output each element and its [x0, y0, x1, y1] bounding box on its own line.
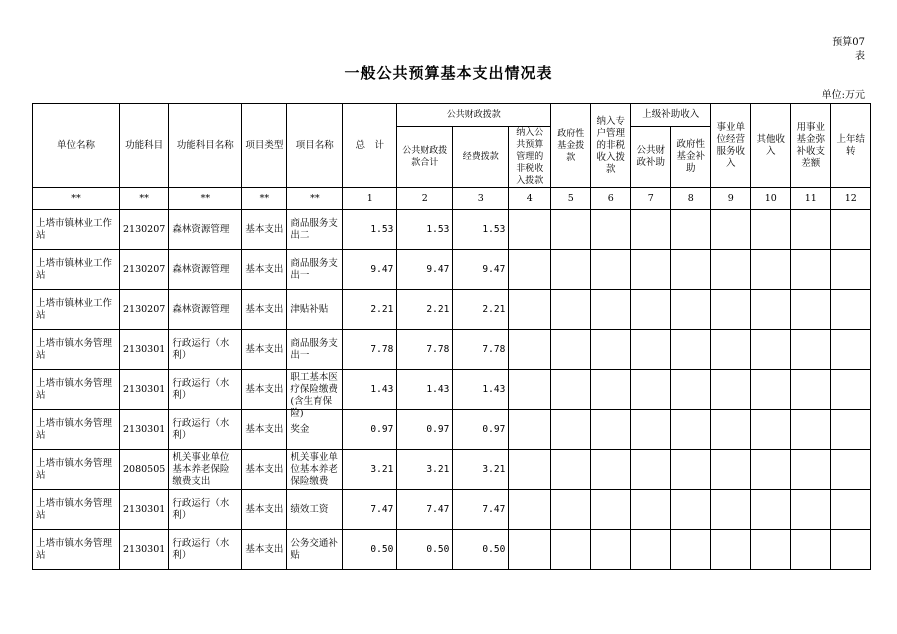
- cell-empty: [631, 450, 671, 490]
- cell-proj-name: [287, 530, 343, 570]
- cell-empty: [671, 410, 711, 450]
- cell-empty: [551, 330, 591, 370]
- cell-proj-type: [242, 490, 287, 530]
- cell-func-name: [169, 250, 242, 290]
- index-cell: **: [287, 188, 343, 210]
- cell-empty: [591, 490, 631, 530]
- cell-empty: [831, 410, 871, 450]
- index-row: [33, 188, 871, 210]
- cell-func-name-text: 行政运行（水利）: [172, 537, 230, 561]
- cell-unit-name-text: 上塔市镇林业工作站: [36, 297, 113, 321]
- cell-proj-type: [242, 290, 287, 330]
- cell-empty: [551, 210, 591, 250]
- cell-pf-total-text: 1.53: [426, 223, 450, 235]
- cell-empty: [591, 530, 631, 570]
- cell-pf-total: [397, 290, 453, 330]
- cell-func-code: [120, 370, 169, 410]
- header-pf-funding: 经费拨款: [453, 127, 509, 188]
- cell-proj-type-text: 基本支出: [245, 503, 284, 515]
- header-fund-balance: 用事业基金弥补收支差额: [791, 104, 831, 188]
- cell-pf-funding-text: 3.21: [482, 463, 506, 475]
- cell-empty: [631, 290, 671, 330]
- cell-proj-name-text: 商品服务支出一: [290, 257, 338, 281]
- cell-pf-funding-text: 7.47: [482, 503, 506, 515]
- cell-empty: [509, 410, 551, 450]
- cell-unit-name: [33, 530, 120, 570]
- cell-func-name: [169, 530, 242, 570]
- cell-empty: [551, 290, 591, 330]
- cell-proj-type-text: 基本支出: [245, 303, 284, 315]
- cell-empty: [831, 530, 871, 570]
- cell-empty: [791, 410, 831, 450]
- cell-empty: [509, 250, 551, 290]
- cell-proj-type: [242, 450, 287, 490]
- cell-empty: [509, 330, 551, 370]
- cell-proj-name-text: 绩效工资: [290, 503, 329, 515]
- cell-empty: [791, 330, 831, 370]
- index-cell: 7: [631, 188, 671, 210]
- cell-pf-funding-text: 2.21: [482, 303, 506, 315]
- index-cell: 12: [831, 188, 871, 210]
- cell-empty: [711, 330, 751, 370]
- cell-proj-type-text: 基本支出: [245, 543, 284, 555]
- cell-func-code-text: 2130301: [123, 503, 166, 515]
- cell-empty: [671, 210, 711, 250]
- cell-empty: [591, 250, 631, 290]
- cell-empty: [591, 370, 631, 410]
- cell-unit-name: [33, 410, 120, 450]
- cell-func-name-text: 森林资源管理: [172, 303, 230, 315]
- header-unit-name: 单位名称: [33, 104, 120, 188]
- table-row: [33, 370, 871, 410]
- cell-func-code-text: 2130301: [123, 423, 166, 435]
- cell-empty: [831, 250, 871, 290]
- table-body: [33, 210, 871, 570]
- cell-pf-funding-text: 0.97: [482, 423, 506, 435]
- cell-unit-name: [33, 450, 120, 490]
- cell-empty: [831, 330, 871, 370]
- table-row: [33, 250, 871, 290]
- cell-func-name-text: 机关事业单位基本养老保险缴费支出: [172, 451, 230, 487]
- cell-proj-type-text: 基本支出: [245, 223, 284, 235]
- cell-unit-name: [33, 250, 120, 290]
- cell-pf-funding: [453, 250, 509, 290]
- cell-total-text: 1.43: [370, 383, 394, 395]
- cell-proj-type: [242, 250, 287, 290]
- cell-unit-name: [33, 290, 120, 330]
- cell-func-name: [169, 330, 242, 370]
- cell-unit-name: [33, 490, 120, 530]
- cell-func-code-text: 2130301: [123, 543, 166, 555]
- cell-total: [343, 450, 397, 490]
- cell-empty: [631, 410, 671, 450]
- cell-empty: [671, 250, 711, 290]
- cell-total-text: 0.50: [370, 543, 394, 555]
- index-cell: 10: [751, 188, 791, 210]
- header-func-name: 功能科目名称: [169, 104, 242, 188]
- cell-empty: [711, 490, 751, 530]
- cell-empty: [591, 410, 631, 450]
- cell-pf-total: [397, 530, 453, 570]
- cell-empty: [831, 490, 871, 530]
- cell-pf-total: [397, 490, 453, 530]
- cell-unit-name: [33, 370, 120, 410]
- cell-proj-name-text: 职工基本医疗保险缴费(含生育保险): [290, 371, 338, 419]
- cell-total-text: 9.47: [370, 263, 394, 275]
- cell-proj-type: [242, 530, 287, 570]
- cell-empty: [591, 290, 631, 330]
- header-row-1: [33, 104, 871, 127]
- cell-empty: [671, 370, 711, 410]
- index-cell: 9: [711, 188, 751, 210]
- cell-proj-type: [242, 410, 287, 450]
- cell-pf-funding-text: 1.53: [482, 223, 506, 235]
- cell-empty: [631, 330, 671, 370]
- cell-empty: [671, 290, 711, 330]
- cell-pf-funding: [453, 330, 509, 370]
- cell-total-text: 3.21: [370, 463, 394, 475]
- cell-func-code: [120, 210, 169, 250]
- cell-proj-type-text: 基本支出: [245, 383, 284, 395]
- cell-proj-type: [242, 370, 287, 410]
- table-row: [33, 330, 871, 370]
- header-gov-fund: 政府性基金拨款: [551, 104, 591, 188]
- cell-proj-type: [242, 210, 287, 250]
- cell-pf-total-text: 9.47: [426, 263, 450, 275]
- cell-empty: [751, 330, 791, 370]
- cell-proj-type-text: 基本支出: [245, 263, 284, 275]
- header-other-income: 其他收入: [751, 104, 791, 188]
- index-cell: 2: [397, 188, 453, 210]
- cell-empty: [591, 330, 631, 370]
- cell-func-name-text: 行政运行（水利）: [172, 337, 230, 361]
- cell-total-text: 1.53: [370, 223, 394, 235]
- cell-empty: [509, 490, 551, 530]
- cell-pf-total-text: 0.50: [426, 543, 450, 555]
- cell-func-name-text: 行政运行（水利）: [172, 417, 230, 441]
- cell-func-name-text: 行政运行（水利）: [172, 377, 230, 401]
- cell-unit-name: [33, 330, 120, 370]
- cell-proj-type-text: 基本支出: [245, 423, 284, 435]
- cell-empty: [631, 530, 671, 570]
- index-cell: **: [169, 188, 242, 210]
- cell-unit-name-text: 上塔市镇林业工作站: [36, 217, 113, 241]
- cell-pf-funding: [453, 210, 509, 250]
- index-cell: 11: [791, 188, 831, 210]
- cell-pf-funding: [453, 370, 509, 410]
- index-cell: 6: [591, 188, 631, 210]
- table-row: [33, 210, 871, 250]
- index-cell: 5: [551, 188, 591, 210]
- header-total: 总 计: [343, 104, 397, 188]
- cell-empty: [751, 290, 791, 330]
- cell-unit-name-text: 上塔市镇水务管理站: [36, 457, 113, 481]
- cell-empty: [509, 370, 551, 410]
- index-cell: 3: [453, 188, 509, 210]
- cell-func-code-text: 2130301: [123, 383, 166, 395]
- cell-proj-name: [287, 450, 343, 490]
- cell-empty: [671, 450, 711, 490]
- cell-empty: [631, 490, 671, 530]
- cell-func-code: [120, 450, 169, 490]
- cell-pf-funding: [453, 410, 509, 450]
- cell-pf-funding: [453, 290, 509, 330]
- header-sup-gov: 政府性基金补助: [671, 127, 711, 188]
- cell-pf-total-text: 1.43: [426, 383, 450, 395]
- table-row: [33, 530, 871, 570]
- cell-proj-name-text: 公务交通补贴: [290, 537, 338, 561]
- cell-total: [343, 290, 397, 330]
- cell-empty: [509, 530, 551, 570]
- table-row: [33, 410, 871, 450]
- cell-empty: [631, 250, 671, 290]
- form-code-line2: 表: [855, 51, 865, 62]
- cell-empty: [791, 210, 831, 250]
- index-cell: 1: [343, 188, 397, 210]
- cell-proj-name-text: 津贴补贴: [290, 303, 329, 315]
- cell-func-code: [120, 410, 169, 450]
- budget-table: [32, 103, 871, 570]
- form-code-line1: 预算07: [832, 37, 865, 48]
- cell-total-text: 7.47: [370, 503, 394, 515]
- cell-empty: [751, 410, 791, 450]
- cell-proj-name: [287, 290, 343, 330]
- cell-proj-name: [287, 490, 343, 530]
- cell-total: [343, 210, 397, 250]
- index-cell: 8: [671, 188, 711, 210]
- cell-empty: [509, 210, 551, 250]
- cell-total-text: 0.97: [370, 423, 394, 435]
- index-cell: **: [242, 188, 287, 210]
- cell-empty: [591, 210, 631, 250]
- cell-empty: [831, 210, 871, 250]
- cell-total: [343, 410, 397, 450]
- cell-pf-funding: [453, 530, 509, 570]
- cell-empty: [711, 210, 751, 250]
- index-cell: **: [120, 188, 169, 210]
- cell-empty: [551, 530, 591, 570]
- cell-pf-total: [397, 330, 453, 370]
- cell-pf-total: [397, 250, 453, 290]
- header-business-income: 事业单位经营服务收入: [711, 104, 751, 188]
- header-proj-type: 项目类型: [242, 104, 287, 188]
- cell-empty: [551, 370, 591, 410]
- cell-empty: [791, 490, 831, 530]
- cell-unit-name-text: 上塔市镇水务管理站: [36, 537, 113, 561]
- cell-empty: [671, 490, 711, 530]
- cell-empty: [751, 250, 791, 290]
- cell-proj-name: [287, 330, 343, 370]
- cell-func-code: [120, 330, 169, 370]
- cell-total: [343, 490, 397, 530]
- page-title: 一般公共预算基本支出情况表: [344, 64, 553, 82]
- header-special-nontax: 纳入专户管理的非税收入拨款: [591, 104, 631, 188]
- cell-proj-name: [287, 370, 343, 419]
- cell-empty: [509, 290, 551, 330]
- cell-empty: [831, 290, 871, 330]
- cell-empty: [631, 370, 671, 410]
- cell-unit-name-text: 上塔市镇水务管理站: [36, 377, 113, 401]
- cell-pf-total-text: 2.21: [426, 303, 450, 315]
- cell-func-code: [120, 290, 169, 330]
- cell-pf-funding-text: 1.43: [482, 383, 506, 395]
- cell-empty: [509, 450, 551, 490]
- cell-empty: [791, 450, 831, 490]
- cell-total: [343, 330, 397, 370]
- cell-empty: [831, 450, 871, 490]
- cell-pf-total: [397, 370, 453, 410]
- form-code: [832, 36, 865, 64]
- cell-pf-total: [397, 450, 453, 490]
- cell-func-code-text: 2080505: [123, 463, 166, 475]
- cell-pf-funding-text: 7.78: [482, 343, 506, 355]
- cell-empty: [711, 530, 751, 570]
- cell-unit-name-text: 上塔市镇水务管理站: [36, 417, 113, 441]
- cell-empty: [791, 370, 831, 410]
- cell-func-name-text: 行政运行（水利）: [172, 497, 230, 521]
- cell-empty: [711, 370, 751, 410]
- header-public-finance: 公共财政拨款: [397, 104, 551, 127]
- cell-empty: [791, 530, 831, 570]
- cell-func-name-text: 森林资源管理: [172, 263, 230, 275]
- header-carryover: 上年结转: [831, 104, 871, 188]
- cell-proj-name-text: 商品服务支出一: [290, 337, 338, 361]
- cell-proj-type: [242, 330, 287, 370]
- cell-empty: [551, 410, 591, 450]
- cell-pf-funding-text: 9.47: [482, 263, 506, 275]
- cell-proj-name-text: 机关事业单位基本养老保险缴费: [290, 451, 338, 487]
- table-row: [33, 490, 871, 530]
- table-row: [33, 290, 871, 330]
- cell-proj-name: [287, 210, 343, 250]
- cell-func-code-text: 2130207: [123, 303, 166, 315]
- cell-empty: [711, 290, 751, 330]
- cell-total-text: 7.78: [370, 343, 394, 355]
- cell-empty: [751, 210, 791, 250]
- cell-empty: [711, 250, 751, 290]
- cell-empty: [551, 450, 591, 490]
- unit-label: 单位:万元: [821, 90, 865, 101]
- cell-empty: [551, 250, 591, 290]
- cell-func-code-text: 2130207: [123, 223, 166, 235]
- cell-proj-name-text: 商品服务支出二: [290, 217, 338, 241]
- cell-pf-total-text: 0.97: [426, 423, 450, 435]
- cell-pf-funding: [453, 490, 509, 530]
- cell-pf-funding: [453, 450, 509, 490]
- cell-empty: [671, 330, 711, 370]
- header-pf-total: 公共财政拨款合计: [397, 127, 453, 188]
- cell-func-name: [169, 450, 242, 490]
- cell-total-text: 2.21: [370, 303, 394, 315]
- header-superior: 上级补助收入: [631, 104, 711, 127]
- cell-total: [343, 250, 397, 290]
- cell-empty: [831, 370, 871, 410]
- cell-func-name: [169, 490, 242, 530]
- cell-proj-name-text: 奖金: [290, 423, 310, 435]
- cell-proj-type-text: 基本支出: [245, 343, 284, 355]
- cell-empty: [751, 450, 791, 490]
- header-sup-public: 公共财政补助: [631, 127, 671, 188]
- cell-empty: [671, 530, 711, 570]
- cell-pf-total-text: 7.47: [426, 503, 450, 515]
- cell-empty: [591, 450, 631, 490]
- cell-unit-name: [33, 210, 120, 250]
- cell-func-name: [169, 410, 242, 450]
- cell-func-code-text: 2130301: [123, 343, 166, 355]
- cell-total: [343, 530, 397, 570]
- cell-empty: [751, 530, 791, 570]
- cell-empty: [711, 410, 751, 450]
- cell-empty: [551, 490, 591, 530]
- cell-func-name-text: 森林资源管理: [172, 223, 230, 235]
- cell-empty: [751, 490, 791, 530]
- cell-func-code: [120, 490, 169, 530]
- cell-empty: [791, 250, 831, 290]
- cell-empty: [791, 290, 831, 330]
- cell-total: [343, 370, 397, 410]
- cell-func-name: [169, 290, 242, 330]
- header-pf-nontax: 纳入公共预算管理的非税收入拨款: [509, 127, 551, 188]
- cell-pf-total: [397, 410, 453, 450]
- cell-empty: [631, 210, 671, 250]
- table-row: [33, 450, 871, 490]
- cell-func-code-text: 2130207: [123, 263, 166, 275]
- cell-empty: [711, 450, 751, 490]
- cell-func-code: [120, 530, 169, 570]
- cell-proj-type-text: 基本支出: [245, 463, 284, 475]
- cell-pf-total-text: 3.21: [426, 463, 450, 475]
- cell-empty: [751, 370, 791, 410]
- header-func-code: 功能科目: [120, 104, 169, 188]
- cell-func-name: [169, 370, 242, 410]
- cell-pf-funding-text: 0.50: [482, 543, 506, 555]
- header-proj-name: 项目名称: [287, 104, 343, 188]
- cell-func-name: [169, 210, 242, 250]
- cell-proj-name: [287, 250, 343, 290]
- index-cell: 4: [509, 188, 551, 210]
- cell-pf-total: [397, 210, 453, 250]
- cell-pf-total-text: 7.78: [426, 343, 450, 355]
- cell-unit-name-text: 上塔市镇林业工作站: [36, 257, 113, 281]
- cell-unit-name-text: 上塔市镇水务管理站: [36, 337, 113, 361]
- cell-func-code: [120, 250, 169, 290]
- cell-unit-name-text: 上塔市镇水务管理站: [36, 497, 113, 521]
- index-cell: **: [33, 188, 120, 210]
